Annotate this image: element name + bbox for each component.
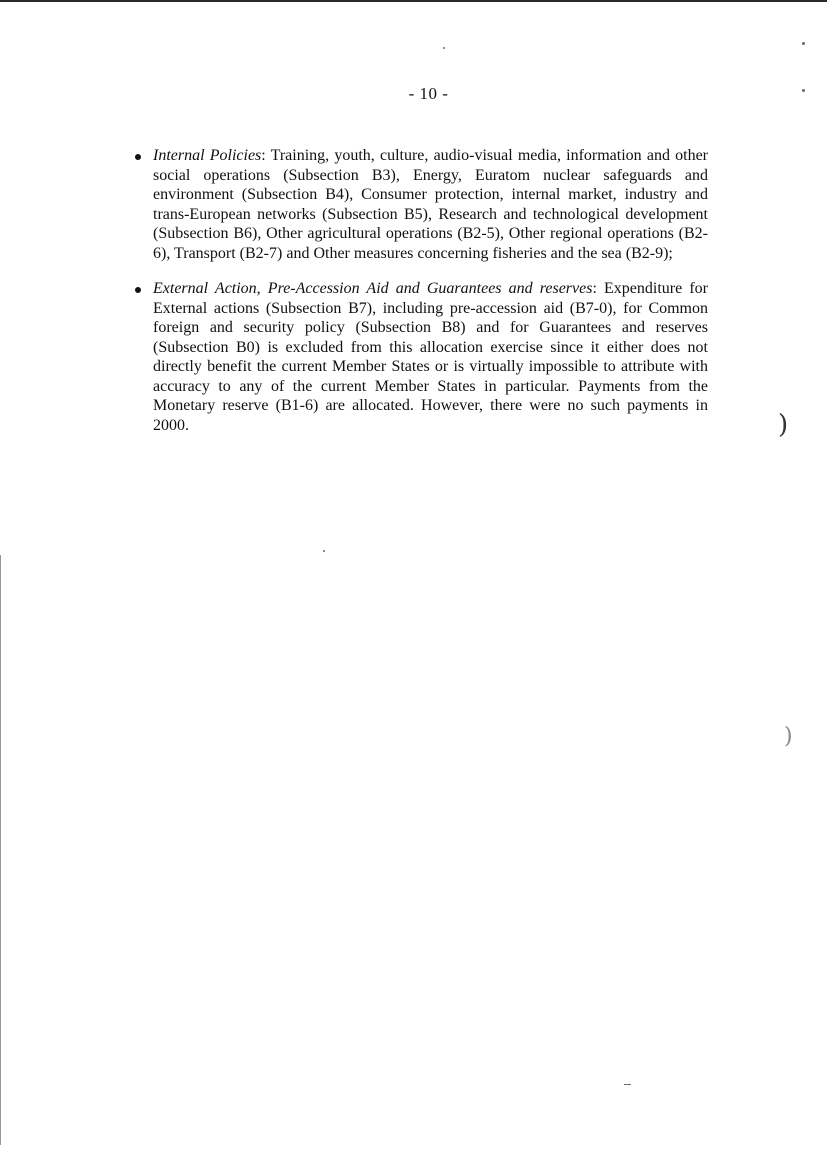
scan-left-edge <box>0 555 1 1145</box>
binder-hole-mark: ) <box>778 410 789 440</box>
page-number: - 10 - <box>408 84 449 103</box>
bullet-title: Internal Policies <box>153 147 262 164</box>
scan-dash <box>624 1084 631 1085</box>
binder-hole-mark: ) <box>784 724 793 749</box>
list-item-external-action <box>133 279 708 435</box>
bullet-text: Expenditure for External actions (Subsection B7), including pre-accession aid (B7-0), for Common foreign and security policy (Subsection B8) and for Guarantees and reserves (Subsection B0) is excluded from this allocation exercise since it either does not directly benefit the current Member States or is virtually impossible to attribute with accuracy to any of the current Member States in particular. Payments from the Monetary reserve (B1-6) are allocated. However, there were no such payments in 2000. <box>153 280 708 434</box>
scan-dot <box>323 550 325 552</box>
bullet-title: External Action, Pre-Accession Aid and Guarantees and reserves <box>153 280 593 297</box>
top-scan-border <box>0 0 827 2</box>
policy-bullet-list <box>133 146 708 451</box>
bullet-icon <box>135 287 141 293</box>
scan-dot <box>802 42 805 45</box>
bullet-icon <box>135 154 141 160</box>
bullet-text: Training, youth, culture, audio-visual media, information and other social operations (Subsection B3), Energy, Euratom nuclear safeguards and environment (Subsection B4), Consumer protection, internal market, industry and trans-European networks (Subsection B5), Research and technological development (Subsection B6), Other agricultural operations (B2-5), Other regional operations (B2-6), Transport (B2-7) and Other measures concerning fisheries and the sea (B2-9); <box>153 147 709 262</box>
scan-dot <box>443 47 445 49</box>
bullet-separator: : <box>261 147 271 164</box>
list-item-internal-policies <box>133 146 708 263</box>
bullet-separator: : <box>592 280 605 297</box>
